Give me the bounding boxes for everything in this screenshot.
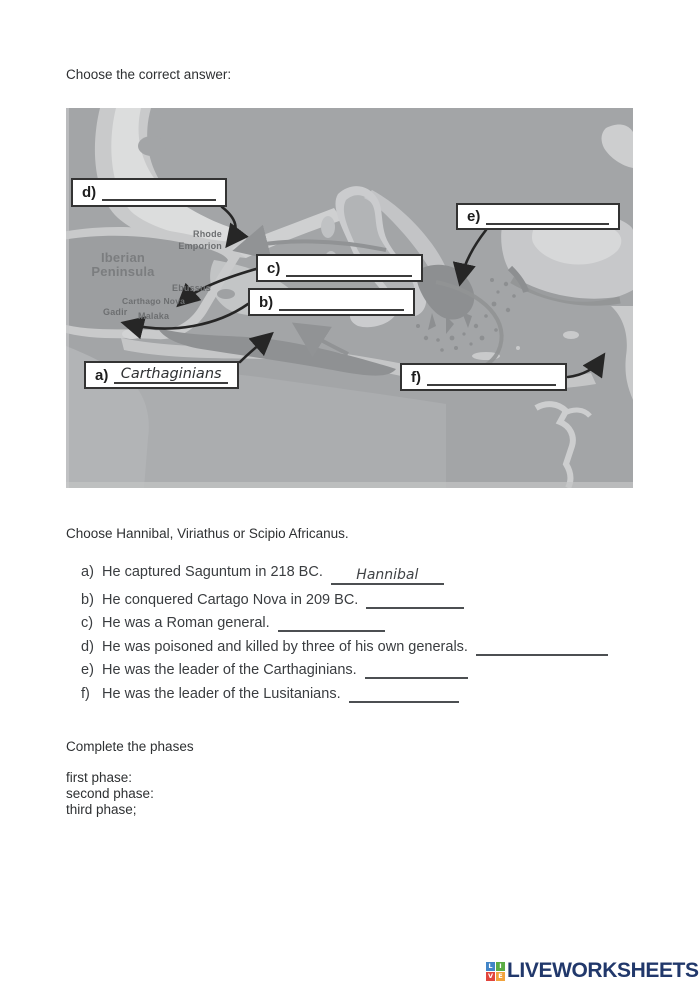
- liveworksheets-logo[interactable]: [486, 961, 699, 981]
- answer-blank[interactable]: [331, 567, 444, 585]
- question-text: He captured Saguntum in 218 BC.: [102, 564, 323, 580]
- question-row-a: [81, 564, 608, 588]
- box-letter: e): [467, 208, 481, 225]
- question-letter: a): [81, 564, 94, 580]
- box-letter: b): [259, 293, 274, 311]
- map-answer-box-a[interactable]: [84, 361, 239, 389]
- box-letter: f): [411, 368, 421, 386]
- answer-blank[interactable]: [349, 685, 459, 703]
- logo-tile-v: V: [487, 972, 494, 980]
- logo-tile-l: L: [486, 962, 495, 971]
- phase-line-first: first phase:: [66, 770, 133, 785]
- answer-blank: [286, 260, 412, 277]
- map-label-iberian-line1: Iberian: [100, 250, 146, 265]
- answer-blank: [486, 208, 609, 225]
- instruction-choose-name: Choose Hannibal, Viriathus or Scipio Africanus.: [66, 526, 349, 541]
- answer-blank: [102, 184, 216, 201]
- question-row-f: [81, 682, 608, 706]
- map-label-rhode: Rhode: [193, 229, 222, 239]
- question-letter: e): [81, 662, 94, 678]
- box-letter: c): [267, 259, 281, 277]
- map-label-gadir: Gadir: [103, 307, 128, 317]
- question-letter: d): [81, 638, 94, 655]
- map-label-iberian-line2: Peninsula: [91, 264, 155, 279]
- question-list: [81, 564, 608, 705]
- instruction-complete-phases: Complete the phases: [66, 739, 194, 754]
- logo-tile-e: E: [496, 972, 505, 981]
- box-letter: a): [95, 366, 109, 384]
- question-text: He conquered Cartago Nova in 209 BC.: [102, 591, 359, 608]
- map-label-ebussus: Ebussus: [172, 283, 211, 293]
- question-row-b: [81, 588, 608, 612]
- map-label-iberian-peninsula: [76, 251, 170, 279]
- question-row-e: [81, 658, 608, 682]
- answer-blank: [279, 294, 404, 311]
- instruction-choose-answer: Choose the correct answer:: [66, 67, 232, 82]
- answer-blank[interactable]: [278, 614, 385, 632]
- map-answer-box-d[interactable]: [71, 178, 227, 207]
- liveworksheets-logo-icon: [486, 962, 505, 981]
- map-label-emporion: Emporion: [178, 241, 222, 251]
- question-text: He was the leader of the Lusitanians.: [102, 685, 341, 702]
- phase-line-second: second phase:: [66, 786, 154, 802]
- answer-text: Carthaginians: [120, 365, 222, 382]
- question-text: He was a Roman general.: [102, 615, 270, 631]
- answer-text: Hannibal: [356, 567, 419, 583]
- map-answer-box-b[interactable]: [248, 288, 415, 316]
- answer-blank[interactable]: [366, 591, 464, 609]
- map-answer-box-e[interactable]: [456, 203, 620, 230]
- logo-tile-i: I: [496, 962, 505, 971]
- liveworksheets-logo-text: LIVEWORKSHEETS: [507, 959, 699, 982]
- question-letter: b): [81, 591, 94, 608]
- question-row-d: [81, 635, 608, 659]
- map-answer-box-f[interactable]: [400, 363, 567, 391]
- question-letter: f): [81, 685, 90, 702]
- question-row-c: [81, 611, 608, 635]
- map: [66, 108, 633, 488]
- answer-blank: [114, 367, 228, 384]
- question-text: He was the leader of the Carthaginians.: [102, 662, 357, 678]
- map-label-malaka: Malaka: [138, 311, 170, 321]
- question-text: He was poisoned and killed by three of his own generals.: [102, 638, 468, 655]
- answer-blank[interactable]: [365, 661, 468, 679]
- phases-list: [66, 770, 154, 819]
- question-letter: c): [81, 615, 94, 631]
- box-letter: d): [82, 184, 97, 201]
- map-answer-box-c[interactable]: [256, 254, 423, 282]
- phase-line-third: third phase;: [66, 802, 137, 818]
- answer-blank[interactable]: [476, 638, 608, 656]
- map-label-carthago-nova: Carthago Nova: [122, 296, 186, 306]
- answer-blank: [427, 369, 556, 386]
